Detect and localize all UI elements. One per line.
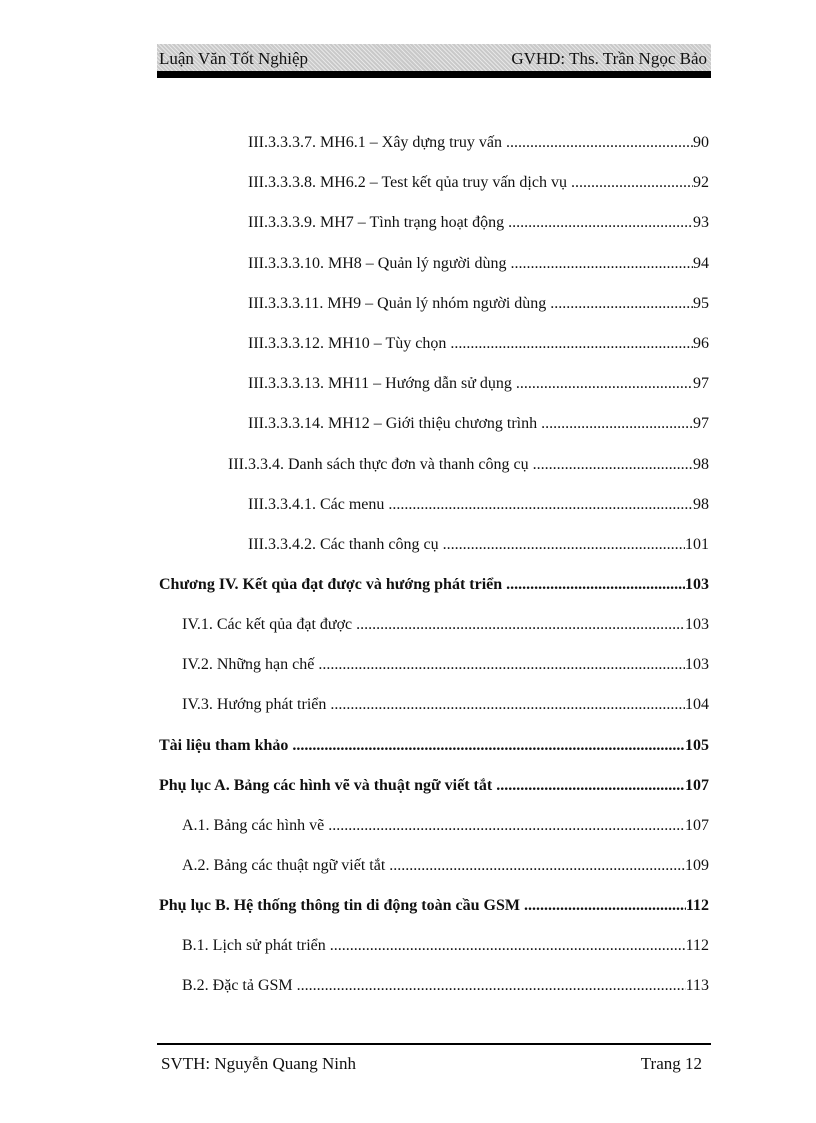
- toc-entry[interactable]: [159, 895, 709, 917]
- toc-entry-title: Phụ lục B. Hệ thống thông tin di động toàn cầu GSM: [159, 897, 520, 914]
- toc-entry-title: III.3.3.3.13. MH11 – Hướng dẫn sử dụng: [248, 375, 512, 392]
- toc-entry[interactable]: [159, 775, 709, 797]
- toc-entry-title: A.1. Bảng các hình vẽ: [182, 817, 325, 834]
- toc-entry-title: III.3.3.3.7. MH6.1 – Xây dựng truy vấn: [248, 134, 502, 151]
- toc-entry-page: 95: [693, 295, 709, 312]
- toc-entry-page: 105: [685, 737, 709, 754]
- toc-entry[interactable]: [248, 534, 709, 556]
- toc-entry-title: B.2. Đặc tả GSM: [182, 977, 293, 994]
- toc-entry-page: 101: [685, 536, 709, 553]
- toc-dot-leader: [510, 253, 693, 275]
- toc-entry-page: 103: [685, 616, 709, 633]
- toc-entry-title: A.2. Bảng các thuật ngữ viết tắt: [182, 857, 386, 874]
- toc-entry-title: B.1. Lịch sử phát triển: [182, 937, 326, 954]
- toc-entry[interactable]: [248, 494, 709, 516]
- toc-entry-title: III.3.3.3.12. MH10 – Tùy chọn: [248, 335, 447, 352]
- toc-entry-page: 93: [693, 214, 709, 231]
- toc-dot-leader: [571, 172, 693, 194]
- footer-page-number: Trang 12: [640, 1054, 702, 1073]
- toc-entry[interactable]: [182, 654, 709, 676]
- toc-entry-page: 94: [693, 255, 709, 272]
- toc-entry-title: III.3.3.3.11. MH9 – Quản lý nhóm người dùng: [248, 295, 547, 312]
- toc-entry[interactable]: [248, 293, 709, 315]
- toc-entry-page: 113: [685, 977, 709, 994]
- toc-entry-page: 112: [685, 937, 709, 954]
- toc-entry[interactable]: [248, 132, 709, 154]
- toc-entry[interactable]: [159, 574, 709, 596]
- toc-entry[interactable]: [159, 735, 709, 757]
- toc-dot-leader: [389, 855, 685, 877]
- toc-entry-title: Tài liệu tham khảo: [159, 737, 289, 754]
- toc-entry-page: 107: [685, 817, 709, 834]
- toc-dot-leader: [388, 494, 693, 516]
- toc-dot-leader: [550, 293, 693, 315]
- toc-entry-title: Chương IV. Kết qủa đạt được và hướng phát triển: [159, 576, 503, 593]
- toc-entry-page: 96: [693, 335, 709, 352]
- toc-entry[interactable]: [248, 333, 709, 355]
- toc-entry-title: III.3.3.3.8. MH6.2 – Test kết qủa truy vấn dịch vụ: [248, 174, 567, 191]
- toc-dot-leader: [506, 132, 693, 154]
- toc-dot-leader: [328, 815, 685, 837]
- toc-entry[interactable]: [182, 855, 709, 877]
- toc-entry-page: 97: [693, 415, 709, 432]
- toc-dot-leader: [524, 895, 686, 917]
- toc-entry-title: IV.1. Các kết qủa đạt được: [182, 616, 353, 633]
- footer-student-name: SVTH: Nguyễn Quang Ninh: [161, 1054, 357, 1073]
- toc-dot-leader: [533, 454, 693, 476]
- toc-entry[interactable]: [182, 815, 709, 837]
- page-header: [157, 44, 711, 73]
- toc-dot-leader: [297, 975, 686, 997]
- toc-dot-leader: [541, 413, 693, 435]
- toc-dot-leader: [318, 654, 685, 676]
- toc-entry-title: III.3.3.4.2. Các thanh công cụ: [248, 536, 439, 553]
- toc-dot-leader: [356, 614, 685, 636]
- toc-dot-leader: [330, 694, 685, 716]
- toc-entry-title: IV.2. Những hạn chế: [182, 656, 315, 673]
- toc-dot-leader: [443, 534, 685, 556]
- toc-dot-leader: [496, 775, 685, 797]
- toc-entry-title: III.3.3.4.1. Các menu: [248, 496, 385, 513]
- toc-entry-page: 103: [685, 656, 709, 673]
- header-rule: [157, 71, 711, 78]
- toc-entry-title: Phụ lục A. Bảng các hình vẽ và thuật ngữ viết tắt: [159, 777, 493, 794]
- toc-entry-page: 104: [685, 696, 709, 713]
- toc-entry-title: IV.3. Hướng phát triển: [182, 696, 327, 713]
- toc-entry[interactable]: [182, 935, 709, 957]
- toc-dot-leader: [450, 333, 693, 355]
- toc-entry[interactable]: [248, 253, 709, 275]
- footer-rule: [157, 1043, 711, 1045]
- toc-entry-page: 92: [693, 174, 709, 191]
- toc-entry[interactable]: [182, 975, 709, 997]
- toc-entry[interactable]: [228, 454, 709, 476]
- toc-dot-leader: [330, 935, 686, 957]
- header-thesis-title: Luận Văn Tốt Nghiệp: [159, 49, 309, 68]
- toc-entry[interactable]: [248, 413, 709, 435]
- toc-dot-leader: [516, 373, 693, 395]
- toc-dot-leader: [508, 212, 693, 234]
- toc-dot-leader: [292, 735, 685, 757]
- toc-entry-title: III.3.3.3.14. MH12 – Giới thiệu chương trình: [248, 415, 538, 432]
- toc-entry-page: 97: [693, 375, 709, 392]
- toc-entry-page: 98: [693, 456, 709, 473]
- toc-entry-page: 109: [685, 857, 709, 874]
- toc-entry[interactable]: [248, 373, 709, 395]
- header-supervisor: GVHD: Ths. Trần Ngọc Bảo: [511, 49, 707, 68]
- toc-entry-page: 103: [685, 576, 709, 593]
- toc-entry[interactable]: [248, 172, 709, 194]
- toc-entry[interactable]: [248, 212, 709, 234]
- toc-entry-page: 98: [693, 496, 709, 513]
- toc-entry-title: III.3.3.4. Danh sách thực đơn và thanh công cụ: [228, 456, 529, 473]
- toc-dot-leader: [506, 574, 685, 596]
- toc-entry[interactable]: [182, 614, 709, 636]
- toc-entry-page: 112: [685, 897, 709, 914]
- toc-entry-title: III.3.3.3.10. MH8 – Quản lý người dùng: [248, 255, 507, 272]
- toc-entry-page: 107: [685, 777, 709, 794]
- toc-entry[interactable]: [182, 694, 709, 716]
- toc-entry-title: III.3.3.3.9. MH7 – Tình trạng hoạt động: [248, 214, 505, 231]
- toc-entry-page: 90: [693, 134, 709, 151]
